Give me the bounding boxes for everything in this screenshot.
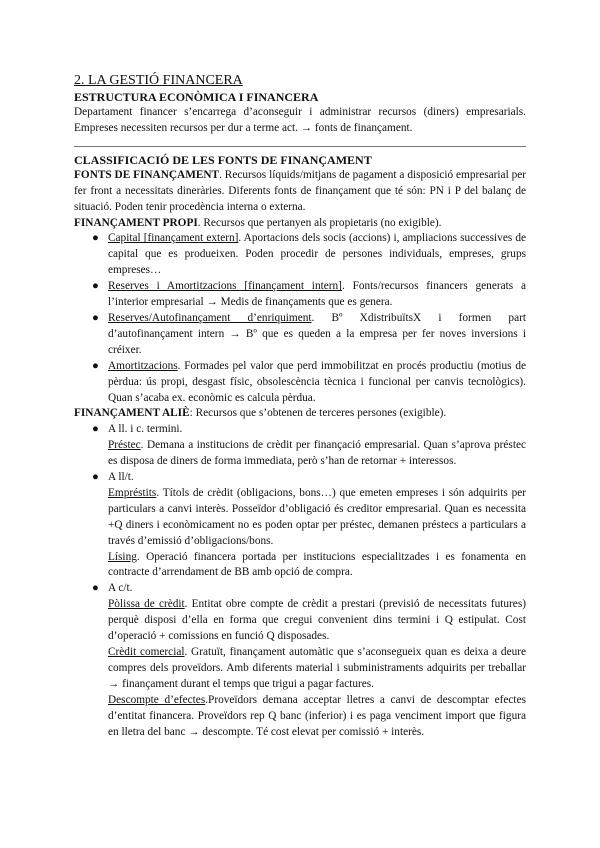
sub-paragraph: Empréstits. Títols de crèdit (obligacions, bons…) que emeten empreses i són adquirits per particulars a canvi interès. Posseïdor d’obligació és creditor empresarial. Quan es necessita +Q diners i econòmicament no es poden optar per préstec, demanen préstecs a particulars a través d’emissió d’obligacions/bons. — [108, 486, 526, 547]
list-item: ● Reserves i Amortitzacions [finançament intern]. Fonts/recursos financers generats a l’interior empresarial → Medis de finançaments que es genera. — [92, 280, 526, 309]
bullet-icon: ● — [92, 582, 99, 595]
bullet-icon: ● — [92, 423, 99, 436]
sub-paragraph: Pòlissa de crèdit. Entitat obre compte de crèdit a prestari (previsió de necessitats futures) perquè disposi d’ella en forma que cregui convenient dins termini i Q estipulat. Cost d’operació + comissions en funció Q disposades. — [108, 598, 526, 643]
section-text-estructura: Departament financer s’encarrega d’aconseguir i administrar recursos (diners) empresarials. Empreses necessiten recursos per dur a terme act. → fonts de finançament. — [74, 106, 526, 134]
bullet-icon: ● — [92, 359, 99, 372]
sub-paragraph: Descompte d’efectes.Proveïdors demana acceptar lletres a canvi de descomptar efectes d’entitat financera. Proveïdors rep Q banc (inferior) i es paga venciment import que figura en lletra del banc → descompte. Té cost elevat per comissió + interès. — [108, 693, 526, 738]
list-alie — [74, 422, 526, 740]
sub-paragraph: Lísing. Operació financera portada per institucions especialitzades i es fonamenta en contracte d’arrendament de BB amb opció de compra. — [108, 550, 526, 579]
term-propi: FINANÇAMENT PROPI — [74, 216, 198, 229]
section-heading-estructura: ESTRUCTURA ECONÒMICA I FINANCERA — [74, 90, 319, 104]
paragraph-propi: FINANÇAMENT PROPI. Recursos que pertanyen als propietaris (no exigible). — [74, 216, 442, 229]
bullet-icon: ● — [92, 232, 99, 245]
bullet-icon: ● — [92, 311, 99, 324]
paragraph-alie: FINANÇAMENT ALIÈ: Recursos que s’obtenen de terceres persones (exigible). — [74, 407, 447, 420]
page-title: 2. LA GESTIÓ FINANCERA — [74, 73, 243, 88]
list-item: ● Capital [finançament extern]. Aportacions dels socis (accions) i, ampliacions successives de capital que es produeixen. Poden procedir de persones individuals, empreses, grups empreses… — [92, 232, 526, 277]
list-item: ● A c/t. Pòlissa de crèdit. Entitat obre compte de crèdit a prestari (previsió de necessitats futures) perquè disposi d’ella en forma que cregui convenient dins termini i Q estipulat. Cost d’operació + comissions en funció Q disposades. Crèdit comercial. Gratuït, finançament automàtic que s’aconsegueix quan es deixa a deure compres dels proveïdors. Amb diferents material i subministraments adquirits per treballar → finançament durant el temps que trigui a pagar factures. Descompte d’efectes.Proveïdors demana acceptar lletres a canvi de descomptar efectes d’entitat financera. Proveïdors rep Q banc (inferior) i es paga venciment import que figura en lletra del banc → descompte. Té cost elevat per comissió + interès. — [74, 581, 526, 740]
section-heading-classificacio: CLASSIFICACIÓ DE LES FONTS DE FINANÇAMENT — [74, 152, 372, 167]
term-alie: FINANÇAMENT ALIÈ — [74, 407, 190, 420]
list-item: ● Amortitzacions. Formades pel valor que perd immobilitzat en procés productiu (motius de pèrdua: ús propi, desgast físic, obsolescència tècnica i funcional per canvis tecnològics). Quan s’acaba ex. econòmic es calcula pèrdua. — [92, 359, 526, 404]
sub-paragraph: Crèdit comercial. Gratuït, finançament automàtic que s’aconsegueix quan es deixa a deure compres dels proveïdors. Amb diferents material i subministraments adquirits per treballar → finançament durant el temps que trigui a pagar factures. — [108, 646, 527, 690]
paragraph-fonts: FONTS DE FINANÇAMENT. Recursos líquids/mitjans de pagament a disposició empresarial per fer front a necessitats dineràries. Diferents fonts de finançament que té són: PN i P del balanç de situació. Poden tenir procedència interna o externa. — [74, 168, 527, 213]
bullet-icon: ● — [92, 280, 99, 293]
list-item: ● A ll/t. Empréstits. Títols de crèdit (obligacions, bons…) que emeten empreses i són adquirits per particulars a canvi interès. Posseïdor d’obligació és creditor empresarial. Quan es necessita +Q diners i econòmicament no es poden optar per préstec, demanen préstecs a particulars a través d’emissió d’obligacions/bons. Lísing. Operació financera portada per institucions especialitzades i es fonamenta en contracte d’arrendament de BB amb opció de compra. — [74, 470, 526, 581]
list-item: ● Reserves/Autofinançament d’enriquiment. Bº XdistribuïtsX i formen part d’autofinançament intern → Bº que es queden a la empresa per fer noves inversions i créixer. — [92, 311, 526, 356]
sub-paragraph: Préstec. Demana a institucions de crèdit per finançació empresarial. Quan s’aprova préstec es disposa de diners de forma immediata, però s’han de retornar + interessos. — [108, 439, 526, 468]
list-propi — [74, 231, 526, 406]
term-fonts: FONTS DE FINANÇAMENT — [74, 168, 220, 181]
divider — [74, 146, 526, 147]
bullet-icon: ● — [92, 471, 99, 484]
list-item: ● A ll. i c. termini. Préstec. Demana a institucions de crèdit per finançació empresarial. Quan s’aprova préstec es disposa de diners de forma immediata, però s’han de retornar + interessos. — [74, 422, 526, 470]
document-page — [74, 72, 526, 740]
